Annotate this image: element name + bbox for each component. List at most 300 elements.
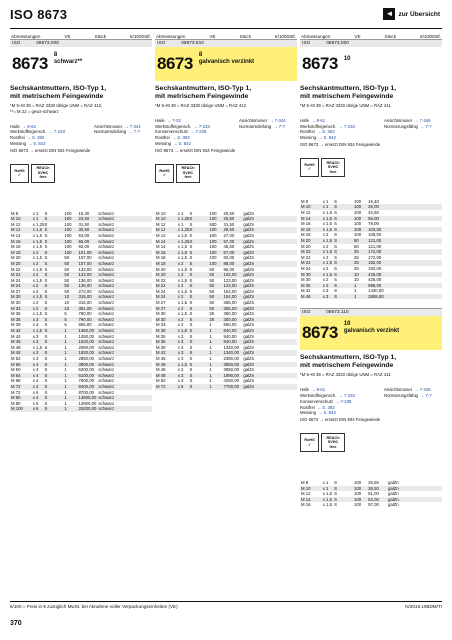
cell-dimension: M 12	[301, 491, 311, 497]
cell-pack-size: 1	[64, 344, 67, 350]
reference-link[interactable]: → 7-233	[193, 123, 210, 129]
cell-pack-size: 50	[209, 300, 215, 306]
cell-price: 790,00	[79, 317, 99, 323]
product-box	[300, 316, 442, 350]
cell-pack-size: 1	[209, 367, 212, 373]
reference-link[interactable]: → S. 842	[173, 140, 191, 146]
cell-pitch: x 1,5	[323, 238, 334, 244]
cell-pitch: x 3	[32, 322, 39, 328]
cell-pack-size: 100	[64, 216, 78, 222]
cell-unit: S	[44, 344, 48, 350]
cell-finish: schwarz	[98, 216, 152, 222]
cell-price: 192,00	[368, 260, 388, 266]
cell-dimension: M 30	[301, 277, 311, 283]
cell-pitch: x 2	[322, 265, 329, 271]
cell-unit: S	[189, 333, 193, 339]
cell-dimension: M 48	[10, 350, 33, 356]
cell-finish: galZn	[243, 288, 255, 294]
cell-price: 550,00	[223, 322, 237, 328]
cell-pack-size: 50	[209, 288, 215, 294]
compliance-badges	[300, 433, 442, 452]
cell-finish: galZn	[243, 350, 297, 356]
cell-dimension: M 72	[11, 389, 21, 395]
cell-dimension: M 72	[155, 384, 178, 390]
cell-price: 123,00	[224, 283, 244, 289]
cell-pack-size: 50	[209, 266, 215, 272]
cell-finish: galZn	[243, 333, 255, 339]
cell-pack-size: 10	[353, 277, 359, 283]
cell-dimension: M 22	[301, 254, 311, 260]
cell-finish: schwarz	[98, 395, 152, 401]
cell-price: 5200,00	[78, 367, 95, 373]
reference-link[interactable]: → 5. 382	[26, 135, 45, 141]
cell-price: 23,50	[79, 216, 99, 222]
cell-price: 172,00	[368, 254, 382, 260]
cell-pack-size: 500	[209, 221, 217, 227]
cell-pitch: x 4	[32, 378, 39, 384]
cell-pitch: x 2	[322, 254, 329, 260]
cell-price: 97,00	[368, 502, 379, 508]
cell-pack-size: 50	[209, 294, 223, 300]
page-number: 370	[10, 620, 22, 627]
free-label: free	[329, 169, 337, 174]
reference-link[interactable]: → 7-238	[189, 129, 207, 135]
cell-pitch: x 1,5	[323, 216, 334, 222]
cell-unit: S	[334, 486, 354, 492]
cell-dimension: M 24	[300, 260, 323, 266]
rohs-label: RoHS	[304, 162, 315, 167]
reference-link[interactable]: → S. 842	[318, 410, 336, 416]
cell-pitch: x 1,5	[323, 260, 334, 266]
rohs-label: RoHS	[14, 168, 25, 173]
cell-finish: galZn	[243, 244, 255, 250]
check-icon: ✓	[307, 442, 312, 447]
cell-unit: S	[334, 209, 337, 215]
iso-article-code: 08673.000	[36, 41, 59, 46]
heading-line-2: mit metrischem Feingewinde	[10, 93, 104, 100]
cell-pack-size: 100	[209, 216, 223, 222]
column-header-label: VE	[64, 34, 71, 39]
reference-link[interactable]: → 8-62	[21, 123, 36, 129]
reference-label: Rostfrei	[300, 129, 315, 135]
cell-finish: galZn	[243, 283, 297, 289]
product-box	[155, 47, 297, 81]
reference-link[interactable]: → 7-344	[124, 123, 141, 129]
cell-pack-size: 10	[354, 272, 368, 278]
cell-pack-size: 50	[64, 277, 70, 283]
compliance-badges	[155, 164, 297, 183]
cell-price: 3900,00	[79, 362, 99, 368]
column-header-label: Abmessungen	[156, 34, 186, 39]
cell-price: 3850,00	[224, 362, 244, 368]
cell-dimension: M 33	[156, 322, 166, 328]
cell-pack-size: 100	[64, 250, 78, 256]
cell-dimension: M 22	[10, 272, 33, 278]
grade-finish: schwarz**	[53, 59, 83, 65]
cell-pitch: x 4	[33, 362, 45, 368]
cell-pitch: x 2	[33, 250, 45, 256]
cell-dimension: M 30	[156, 311, 166, 317]
cell-pack-size: 50	[353, 243, 359, 249]
cell-finish: galZn	[243, 306, 297, 312]
cell-dimension: M 18	[300, 227, 323, 233]
cell-pack-size: 1	[209, 339, 223, 345]
reference-link[interactable]: → S. 382	[316, 404, 335, 410]
reference-label: Rostfrei	[300, 404, 315, 410]
back-to-overview-link[interactable]	[383, 8, 440, 20]
cell-dimension: M 20	[155, 272, 178, 278]
cell-unit: S	[44, 227, 64, 233]
cell-pack-size: 100	[353, 232, 362, 238]
cell-finish: schwarz	[98, 356, 115, 362]
cell-finish: galZn	[243, 250, 297, 256]
cell-unit: S	[334, 283, 354, 289]
cell-unit: S	[44, 367, 48, 373]
page-title: ISO 8673	[10, 7, 68, 22]
cell-pack-size: 1	[64, 350, 78, 356]
cell-unit: S	[44, 261, 64, 267]
cell-price: 1430,00	[368, 288, 384, 294]
product-column	[10, 34, 152, 412]
cell-pitch: x 1,5	[178, 328, 190, 334]
cell-pack-size: 1	[209, 328, 223, 334]
cell-price: 35,50	[368, 486, 388, 492]
cell-unit: S	[44, 283, 64, 289]
reach-badge	[31, 164, 55, 183]
cell-unit: S	[334, 254, 337, 260]
cell-finish: galZn	[388, 502, 399, 508]
cell-pitch: x 2	[178, 283, 190, 289]
reference-label: Konservenschutz	[300, 398, 333, 404]
cell-pitch: x 6	[33, 406, 45, 412]
cell-pitch: x 3	[33, 317, 45, 323]
cell-price: 57,00	[224, 239, 244, 245]
iso-bar	[300, 308, 442, 316]
cell-finish: galZn	[243, 311, 255, 317]
reference-link[interactable]: → 7-344	[269, 117, 286, 123]
cell-unit: S	[189, 322, 193, 328]
back-label: zur Übersicht	[398, 10, 440, 18]
cell-unit: S	[189, 227, 209, 233]
reach-label: REACh	[326, 435, 340, 440]
cell-unit: S	[189, 232, 193, 238]
cell-pack-size: 100	[353, 209, 362, 215]
back-arrow-icon: ◄	[383, 8, 395, 20]
cell-dimension: M 14	[155, 239, 178, 245]
cell-pack-size: 1	[209, 362, 223, 368]
grade-block	[199, 52, 254, 66]
cell-finish: schwarz	[98, 232, 115, 238]
cell-dimension: M 22	[155, 283, 178, 289]
heading-line-2: mit metrischem Feingewinde	[155, 93, 249, 100]
cell-unit: S	[44, 356, 48, 362]
cell-finish: schwarz	[98, 272, 152, 278]
cell-pitch: x 1,25	[177, 216, 190, 222]
reference-link[interactable]: → 7-02	[166, 117, 181, 123]
cell-unit: S	[189, 266, 193, 272]
cell-pitch: x 1,5	[323, 227, 334, 233]
cell-finish: galZn	[243, 367, 255, 373]
cell-pitch: x 1	[323, 486, 334, 492]
cell-pack-size: 50	[209, 283, 223, 289]
cell-pitch: x 2	[177, 333, 184, 339]
cell-price: 192,00	[368, 265, 382, 271]
cell-dimension: M 16	[10, 239, 33, 245]
cell-dimension: M 30	[300, 272, 323, 278]
reference-link[interactable]: → 7-346	[414, 117, 431, 123]
cell-price: 2850,00	[78, 356, 95, 362]
cell-pack-size: 1	[354, 294, 368, 300]
product-column	[155, 34, 297, 390]
reference-label: Haile	[155, 117, 165, 123]
cell-finish: galZn	[243, 344, 255, 350]
cell-unit: S	[334, 232, 337, 238]
reference-label: Normierungsfähig	[384, 123, 418, 129]
replaces-note: ISO 8673 → ersetzt DIN 934 Feingewinde	[10, 147, 91, 153]
reference-link[interactable]: → 5. 842	[28, 140, 46, 146]
reference-link[interactable]: → 7-?	[128, 129, 140, 135]
cell-dimension: M 48	[156, 367, 166, 373]
cell-price: 365,00	[224, 306, 244, 312]
iso-label: ISO	[302, 310, 311, 316]
cell-pack-size: 1	[353, 288, 357, 294]
cell-pack-size: 100	[209, 244, 217, 250]
cell-price: 1360,00	[79, 328, 99, 334]
cell-dimension: M 18	[156, 255, 166, 261]
cell-unit: S	[189, 328, 209, 334]
rohs-label: RoHS	[304, 438, 315, 443]
check-icon: ✓	[162, 173, 167, 178]
table-row	[300, 502, 442, 508]
cell-unit: S	[44, 250, 64, 256]
product-number: 8673	[302, 323, 338, 343]
cell-pitch: x 2	[178, 272, 190, 278]
cell-dimension: M 16	[155, 250, 178, 256]
cell-pitch: x 1,5	[322, 221, 333, 227]
cell-pitch: x 3	[33, 350, 45, 356]
cell-finish: galZn	[388, 497, 442, 503]
cell-pack-size: 1	[209, 373, 223, 379]
cross-reference-links	[300, 387, 442, 416]
reference-link[interactable]: → 7-233	[48, 129, 65, 135]
iso-bar	[10, 39, 152, 47]
grade-finish: galvanisch verzinkt	[343, 328, 400, 335]
cell-price: 425,00	[368, 277, 382, 283]
cell-dimension: M 100	[10, 406, 33, 412]
cell-finish: schwarz	[98, 300, 115, 306]
cell-price: 998,00	[368, 283, 388, 289]
cell-finish: galZn	[243, 384, 297, 390]
cell-unit: S	[44, 378, 48, 384]
footer-note: €/100 = Preis in € zuzüglich MwSt. bei Abnahme voller Verpackungseinheiten (VE)	[10, 604, 178, 609]
cell-price: 136,00	[78, 277, 92, 283]
cell-finish: galZn	[243, 362, 297, 368]
reference-link[interactable]: → 7-?	[419, 123, 432, 129]
cell-unit: S	[189, 244, 193, 250]
cell-dimension: M 48	[300, 294, 323, 300]
cell-price: 8700,00	[78, 389, 95, 395]
cell-pitch: x 2	[33, 272, 45, 278]
cell-finish: galZn	[243, 328, 297, 334]
reach-label: REACh	[36, 166, 50, 171]
cell-dimension: M 27	[11, 288, 21, 294]
cell-pack-size: 10	[64, 306, 78, 312]
cell-price: 7900,00	[78, 378, 95, 384]
cell-dimension: M 14	[156, 244, 166, 250]
cell-pack-size: 50	[354, 238, 368, 244]
cell-dimension: M 36	[155, 339, 178, 345]
reference-label: Messing	[300, 410, 317, 416]
cell-dimension: M 36	[11, 311, 21, 317]
cell-dimension: M 80	[11, 400, 21, 406]
reference-link[interactable]: → S. 382	[316, 129, 335, 135]
reference-link[interactable]: → 7-?	[273, 123, 285, 129]
cell-price: 790,00	[78, 311, 92, 317]
reference-link[interactable]: → S. 382	[171, 135, 190, 141]
price-table	[10, 211, 152, 412]
svhc-label: SVHC	[327, 165, 339, 170]
cell-unit: S	[44, 350, 64, 356]
reach-label: REACh	[326, 160, 340, 165]
cell-dimension: M 14	[300, 216, 323, 222]
cell-finish: galZn	[243, 317, 297, 323]
cell-price: 4250,00	[223, 378, 240, 384]
cell-unit: S	[189, 339, 209, 345]
cell-dimension: M 24	[11, 277, 21, 283]
cell-dimension: M 12	[156, 232, 166, 238]
cell-pack-size: 25	[354, 249, 368, 255]
cell-pitch: x 1,5	[32, 344, 43, 350]
cell-finish: schwarz	[98, 255, 115, 261]
svhc-label: SVHC	[37, 170, 49, 175]
reference-link[interactable]: → 7-346	[414, 387, 431, 393]
reference-link[interactable]: → 7-238	[334, 398, 352, 404]
cell-price: 88,00	[224, 261, 244, 267]
cell-price: 96,00	[223, 266, 235, 272]
cell-finish: schwarz	[98, 261, 152, 267]
cell-pack-size: 50	[64, 283, 78, 289]
cell-finish: schwarz	[98, 322, 115, 328]
cell-unit: S	[189, 288, 193, 294]
cell-unit: S	[189, 261, 209, 267]
cross-reference-right	[94, 141, 152, 147]
cell-unit: S	[44, 221, 48, 227]
cell-pitch: x 1,5	[32, 311, 43, 317]
cell-pack-size: 50	[64, 255, 70, 261]
cell-unit: S	[189, 384, 209, 390]
cross-reference-links	[155, 118, 297, 147]
rohs-badge	[300, 433, 319, 452]
cell-unit: S	[44, 244, 48, 250]
free-label: free	[39, 175, 47, 180]
reference-link[interactable]: → 7-233	[338, 123, 355, 129]
cell-pitch: x 3	[178, 339, 190, 345]
footer-code: N/2019.10BDM/TI	[405, 604, 442, 609]
cell-pitch: x 4	[33, 373, 45, 379]
cell-pitch: x 1,5	[177, 266, 188, 272]
reference-link[interactable]: → 7-?	[419, 393, 432, 399]
cell-pitch: x 2	[178, 261, 190, 267]
cell-dimension: M 36	[156, 333, 166, 339]
cell-pack-size: 50	[64, 288, 70, 294]
replaces-note: ISO 8673 → ersetzt DIN 934 Feingewinde	[300, 141, 381, 147]
price-table	[300, 199, 442, 300]
cell-finish: galZn	[243, 339, 297, 345]
cell-finish: galZn	[243, 378, 255, 384]
cell-pitch: x 3	[177, 344, 184, 350]
reference-label: Ansichtsmoser	[384, 387, 413, 393]
replaces-note: ISO 8673 → ersetzt DIN 934 Feingewinde	[155, 147, 236, 153]
cell-pack-size: 5	[64, 311, 67, 317]
cell-pack-size: 100	[209, 261, 223, 267]
iso-bar	[155, 39, 297, 47]
cell-finish: schwarz	[98, 389, 115, 395]
cell-unit: S	[44, 373, 64, 379]
cell-finish: schwarz	[98, 266, 115, 272]
cell-finish: schwarz	[98, 350, 152, 356]
cell-finish: schwarz	[98, 400, 115, 406]
cell-pack-size: 100	[209, 239, 223, 245]
cell-finish: galZn	[243, 216, 297, 222]
cell-price: 82,00	[223, 255, 235, 261]
cell-price: 31,50	[223, 221, 235, 227]
cell-price: 136,00	[79, 283, 99, 289]
cell-finish: galZn	[388, 491, 399, 497]
cell-dimension: M 24	[155, 294, 178, 300]
cross-reference-row	[155, 141, 297, 147]
product-heading	[300, 354, 442, 370]
cell-dimension: M 20	[10, 261, 33, 267]
cell-pitch: x 3	[178, 350, 190, 356]
reference-link[interactable]: → 8-61	[311, 387, 326, 393]
cell-unit: S	[44, 288, 48, 294]
reference-link[interactable]: → 8-61	[311, 117, 326, 123]
cell-price: 121,00	[368, 243, 382, 249]
cell-pack-size: 100	[64, 227, 78, 233]
cell-unit: S	[189, 344, 193, 350]
cell-unit: S	[44, 311, 48, 317]
cell-price: 365,00	[223, 300, 237, 306]
heading-line-2: mit metrischem Feingewinde	[300, 93, 394, 100]
cell-finish: schwarz	[98, 239, 152, 245]
cell-finish: schwarz	[98, 288, 115, 294]
reach-badge	[176, 164, 200, 183]
cell-price: 20,50	[223, 210, 235, 216]
reference-link[interactable]: → 7-233	[338, 393, 355, 399]
cell-dimension: M 80	[10, 395, 33, 401]
cell-price: 360,00	[223, 311, 237, 317]
cell-pack-size: 100	[354, 216, 368, 222]
cell-dimension: M 18	[301, 232, 311, 238]
cell-price: 123,00	[223, 277, 237, 283]
cell-unit: S	[189, 283, 209, 289]
cell-unit: S	[44, 272, 64, 278]
reference-link[interactable]: → S. 842	[318, 135, 336, 141]
cell-finish: schwarz	[98, 306, 152, 312]
cell-pitch: x 1,25	[177, 227, 190, 233]
cell-finish: schwarz	[98, 406, 152, 412]
cell-price: 3850,00	[223, 367, 240, 373]
cell-pack-size: 100	[354, 486, 368, 492]
cell-pitch: x 1	[322, 480, 329, 486]
cell-unit: S	[189, 221, 193, 227]
cell-unit: S	[189, 317, 209, 323]
cell-dimension: M 24	[156, 288, 166, 294]
cell-pitch: x 1,5	[32, 244, 43, 250]
cell-pitch: x 3	[177, 356, 184, 362]
cell-price: 840,00	[223, 333, 237, 339]
cell-price: 2858,00	[368, 294, 388, 300]
